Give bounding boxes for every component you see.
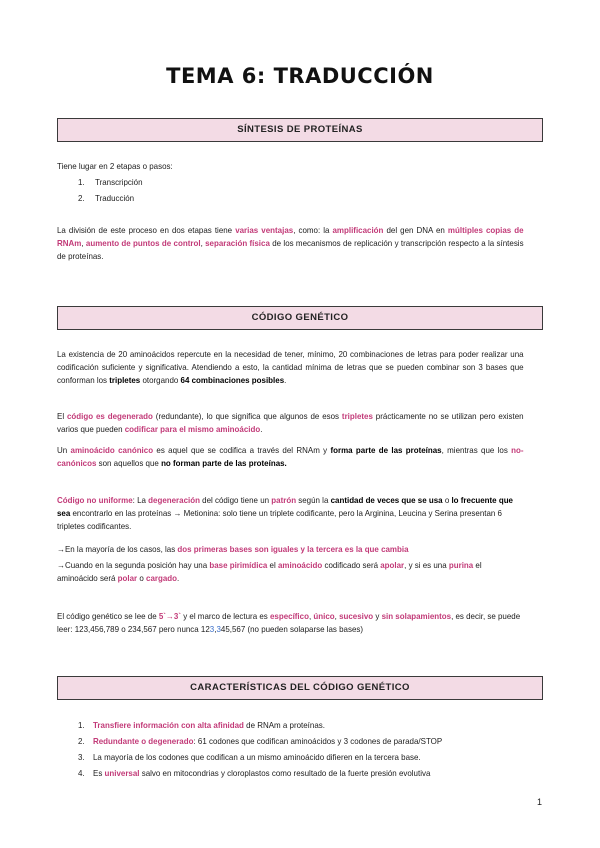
highlight: sucesivo [339, 611, 374, 621]
text: , [81, 238, 86, 248]
section-heading-sintesis: SÍNTESIS DE PROTEÍNAS [57, 118, 543, 142]
highlight: aumento de puntos de control [85, 238, 201, 248]
text: y el marco de lectura es [180, 611, 270, 621]
highlight: cargado [146, 573, 177, 583]
highlight: código es degenerado [66, 411, 153, 421]
rule-line-primeras-bases [57, 543, 524, 556]
text: es aquel que se codifica a través del RNAm y [153, 445, 331, 455]
text: salvo en mitocondrias y cloroplastos como resultado de la fuerte presión evolutiva [139, 768, 431, 778]
blue-digit: 3 [216, 624, 221, 634]
text: del gen DNA en [383, 225, 448, 235]
paragraph-no-uniforme [57, 494, 524, 533]
highlight: polar [117, 573, 138, 583]
paragraph-tripletes [57, 348, 524, 387]
list-item [93, 751, 421, 764]
text: . [260, 424, 263, 434]
text: , y si es una [404, 560, 449, 570]
text: o [442, 495, 452, 505]
page-number: 1 [537, 797, 543, 807]
blue-digit: 3 [209, 624, 215, 634]
text: 45,567 (no pueden solaparse las bases) [220, 624, 364, 634]
text: , mientras que los [441, 445, 512, 455]
text: otorgando [140, 375, 181, 385]
text: : La [132, 495, 149, 505]
bold-term: tripletes [109, 375, 141, 385]
highlight: aminoácido [277, 560, 323, 570]
list-item [93, 735, 442, 748]
text: , [308, 611, 314, 621]
highlight: múltiples copias de RNAm [57, 225, 524, 248]
list-number: 2. [78, 193, 85, 203]
bold-term: cantidad de veces que se usa [330, 495, 443, 505]
highlight: universal [104, 768, 140, 778]
text: del código tiene un [199, 495, 272, 505]
paragraph-degenerado [57, 410, 524, 436]
highlight: codificar para el mismo aminoácido [124, 424, 261, 434]
list-item [93, 719, 325, 732]
highlight: no-canónicos [57, 445, 524, 468]
highlight: patrón [271, 495, 297, 505]
highlight: purina [448, 560, 474, 570]
paragraph-ventajas [57, 224, 524, 263]
text: La división de este proceso en dos etapas tiene [57, 225, 236, 235]
text: , [334, 611, 340, 621]
highlight: aminoácido canónico [70, 445, 154, 455]
highlight: base pirimídica [209, 560, 268, 570]
text: Un [57, 445, 71, 455]
highlight: sin solapamientos [381, 611, 452, 621]
highlight: amplificación [332, 225, 384, 235]
rule-line-segunda-posicion [57, 559, 524, 585]
list-number: 1. [78, 720, 85, 730]
text: son aquellos que [96, 458, 162, 468]
text: el aminoácido será [57, 560, 482, 583]
highlight: 5`→3` [158, 611, 181, 621]
text: La existencia de 20 aminoácidos repercute en la necesidad de tener, mínimo, 20 combinaciones de letras para poder realizar una codificación suficiente y significativa. Atendiendo a esto, la cantidad mínima de letras que se pueden combinar son 3 bases que conforman los [57, 349, 524, 385]
highlight: Redundante o degenerado [93, 736, 194, 746]
bold-term: lo frecuente que sea [57, 495, 513, 518]
text: →Cuando en la segunda posición hay una [57, 560, 210, 570]
text: : 61 codones que codifican aminoácidos y 3 codones de parada/STOP [193, 736, 443, 746]
text: , es decir, se puede leer: 123,456,789 o 234,567 pero nunca 12 [57, 611, 521, 634]
list-number: 2. [78, 736, 85, 746]
text: prácticamente no se utilizan pero existen varios que pueden [57, 411, 524, 434]
text: , [214, 624, 217, 634]
text: y [373, 611, 382, 621]
text: encontrarlo en las proteínas → Metionina: solo tiene un triplete codificante, pero la Arginina, Leucina y Serina presentan 6 tripletes codificantes. [57, 508, 503, 531]
bold-term: forma parte de las proteínas [330, 445, 442, 455]
bold-term: 64 combinaciones posibles [180, 375, 285, 385]
highlight: único [313, 611, 335, 621]
text: codificado será [322, 560, 381, 570]
list-number: 4. [78, 768, 85, 778]
text: Es [93, 768, 105, 778]
section-heading-codigo: CÓDIGO GENÉTICO [57, 306, 543, 330]
text: (redundante), lo que significa que algunos de esos [152, 411, 342, 421]
list-number: 3. [78, 752, 85, 762]
highlight: Código no uniforme [57, 495, 133, 505]
text: el [267, 560, 278, 570]
text: El [57, 411, 67, 421]
text: , como: la [293, 225, 333, 235]
highlight: tripletes [341, 411, 373, 421]
highlight: específico [269, 611, 309, 621]
highlight: degeneración [148, 495, 200, 505]
text: según la [296, 495, 331, 505]
text: . [284, 375, 287, 385]
highlight: separación física [205, 238, 270, 248]
section-heading-caracteristicas: CARACTERÍSTICAS DEL CÓDIGO GENÉTICO [57, 676, 543, 700]
text: →En la mayoría de los casos, las [57, 544, 178, 554]
highlight: varias ventajas [235, 225, 294, 235]
text: de los mecanismos de replicación y transcripción respecto a la síntesis de proteínas. [57, 238, 524, 261]
text: La mayoría de los codones que codifican a un mismo aminoácido difieren en la tercera base. [93, 752, 421, 762]
text: de RNAm a proteínas. [243, 720, 325, 730]
list-item-traduccion: Traducción [95, 193, 135, 203]
paragraph-canonico [57, 444, 524, 470]
list-item-transcripcion: Transcripción [95, 177, 143, 187]
page-title: TEMA 6: TRADUCCIÓN [166, 64, 434, 88]
paragraph-lectura [57, 610, 524, 636]
text: o [137, 573, 147, 583]
list-item [93, 767, 430, 780]
highlight: apolar [380, 560, 405, 570]
text: , [200, 238, 206, 248]
bold-term: no forman parte de las proteínas. [161, 458, 287, 468]
text: El código genético se lee de [57, 611, 159, 621]
list-number: 1. [78, 177, 85, 187]
highlight: Transfiere información con alta afinidad [93, 720, 244, 730]
text: . [177, 573, 180, 583]
intro-text: Tiene lugar en 2 etapas o pasos: [57, 161, 173, 171]
highlight: dos primeras bases son iguales y la tercera es la que cambia [177, 544, 409, 554]
